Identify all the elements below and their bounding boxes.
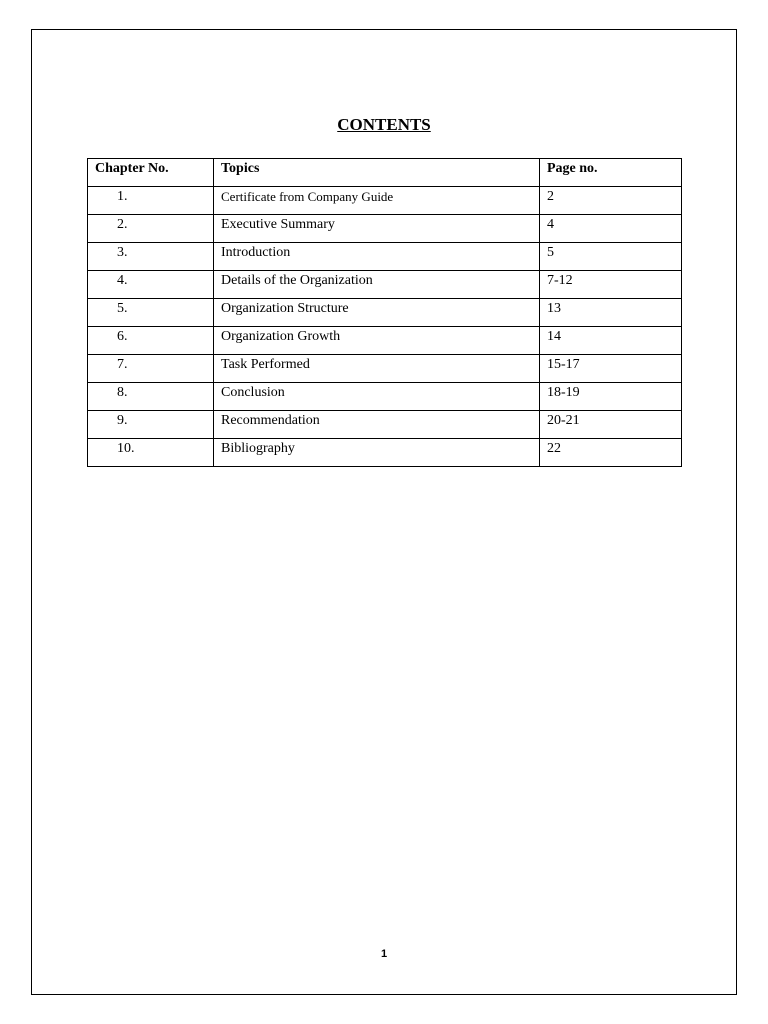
chapter-number: 1. bbox=[88, 187, 214, 215]
chapter-topic: Certificate from Company Guide bbox=[214, 187, 540, 215]
chapter-page: 4 bbox=[540, 215, 682, 243]
chapter-topic: Bibliography bbox=[214, 439, 540, 467]
chapter-page: 22 bbox=[540, 439, 682, 467]
table-row bbox=[88, 439, 682, 467]
table-row bbox=[88, 383, 682, 411]
table-row bbox=[88, 187, 682, 215]
table-row bbox=[88, 215, 682, 243]
chapter-page: 5 bbox=[540, 243, 682, 271]
chapter-page: 7-12 bbox=[540, 271, 682, 299]
chapter-page: 18-19 bbox=[540, 383, 682, 411]
table-row bbox=[88, 355, 682, 383]
chapter-topic: Introduction bbox=[214, 243, 540, 271]
header-chapter-no: Chapter No. bbox=[88, 159, 214, 187]
table-row bbox=[88, 271, 682, 299]
header-topics: Topics bbox=[214, 159, 540, 187]
chapter-number: 5. bbox=[88, 299, 214, 327]
chapter-number: 8. bbox=[88, 383, 214, 411]
chapter-number: 3. bbox=[88, 243, 214, 271]
chapter-topic: Details of the Organization bbox=[214, 271, 540, 299]
chapter-number: 6. bbox=[88, 327, 214, 355]
chapter-number: 4. bbox=[88, 271, 214, 299]
chapter-number: 9. bbox=[88, 411, 214, 439]
chapter-number: 7. bbox=[88, 355, 214, 383]
chapter-topic: Conclusion bbox=[214, 383, 540, 411]
header-page-no: Page no. bbox=[540, 159, 682, 187]
table-row bbox=[88, 243, 682, 271]
chapter-page: 13 bbox=[540, 299, 682, 327]
page-title: CONTENTS bbox=[337, 115, 431, 134]
chapter-topic: Organization Structure bbox=[214, 299, 540, 327]
chapter-page: 2 bbox=[540, 187, 682, 215]
chapter-topic: Recommendation bbox=[214, 411, 540, 439]
chapter-page: 15-17 bbox=[540, 355, 682, 383]
chapter-number: 10. bbox=[88, 439, 214, 467]
table-header-row bbox=[88, 159, 682, 187]
table-row bbox=[88, 327, 682, 355]
chapter-page: 20-21 bbox=[540, 411, 682, 439]
chapter-number: 2. bbox=[88, 215, 214, 243]
page-number: 1 bbox=[380, 948, 388, 960]
chapter-topic: Task Performed bbox=[214, 355, 540, 383]
chapter-topic: Organization Growth bbox=[214, 327, 540, 355]
contents-table bbox=[87, 158, 682, 467]
table-row bbox=[88, 299, 682, 327]
chapter-topic: Executive Summary bbox=[214, 215, 540, 243]
table-row bbox=[88, 411, 682, 439]
chapter-page: 14 bbox=[540, 327, 682, 355]
